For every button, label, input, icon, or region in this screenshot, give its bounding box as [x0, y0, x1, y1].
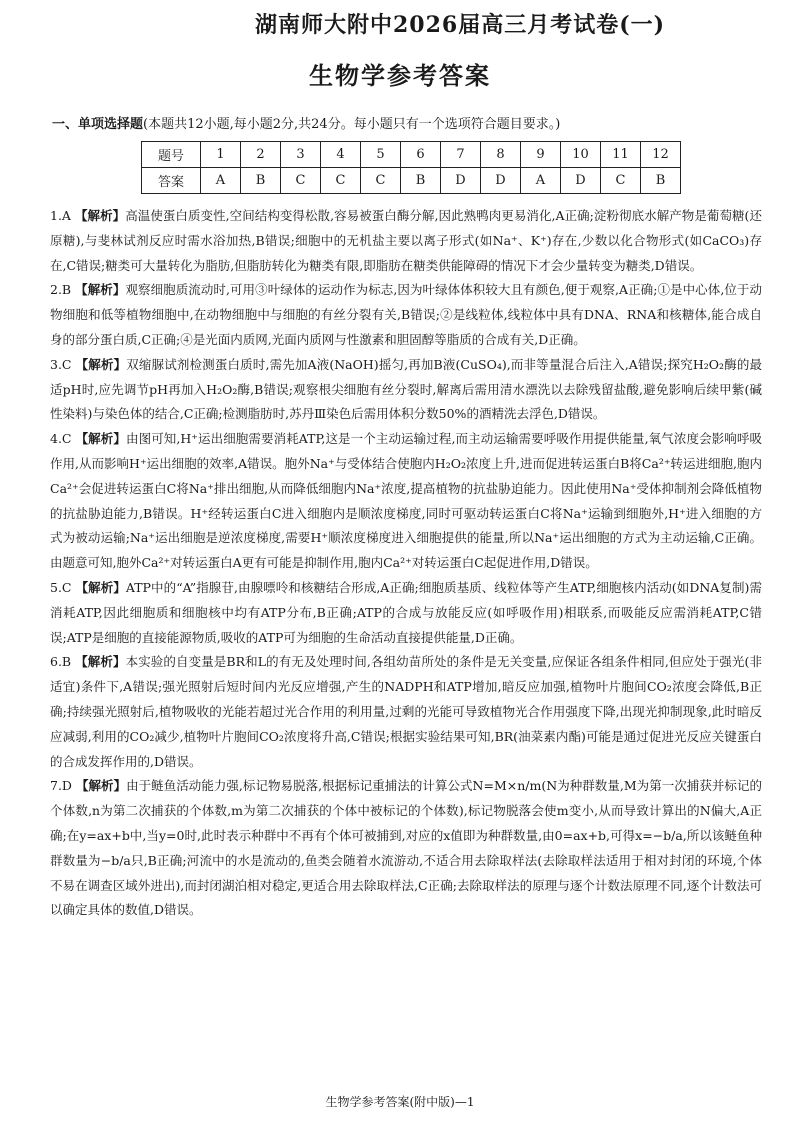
question-number-cell: 8 [481, 142, 521, 168]
analysis-tag: 【解析】 [75, 654, 126, 670]
analysis-tag: 【解析】 [75, 778, 127, 794]
item-number: 3.C [50, 356, 72, 372]
answer-table [141, 141, 681, 194]
item-number: 5.C [50, 579, 72, 595]
page-title: 湖南师大附中2026届高三月考试卷(一) [254, 12, 666, 38]
question-number-cell: 6 [401, 142, 441, 168]
page-subtitle: 生物学参考答案 [309, 61, 491, 90]
item-number: 4.C [50, 431, 72, 447]
question-number-cell: 12 [641, 142, 681, 168]
analysis-tag: 【解析】 [75, 208, 126, 223]
item-number: 7.D [50, 778, 72, 794]
answer-cell: A [201, 168, 241, 194]
section-desc: (本题共12小题,每小题2分,共24分。每小题只有一个选项符合题目要求。) [143, 117, 561, 132]
answer-cell: B [401, 168, 441, 194]
item-text: 观察细胞质流动时,可用③叶绿体的运动作为标志,因为叶绿体体积较大且有颜色,便于观察,A正确;①是中心体,位于动物细胞和低等植物细胞中,在动物细胞中与细胞的有丝分裂有关,B错误;②是线粒体,线粒体中具有DNA、RNA和核糖体,能合成自身的部分蛋白质,C正确;④是光面内质网,光面内质网与性激素和胆固醇等脂质的合成有关,D正确。 [50, 282, 762, 347]
answer-cell: B [641, 168, 681, 194]
answer-cell: C [281, 168, 321, 194]
item-number: 2.B [50, 282, 72, 298]
explanation-item [50, 427, 762, 576]
answer-table-number-row [142, 142, 681, 168]
answer-cell: D [441, 168, 481, 194]
section-label: 一、单项选择题 [52, 117, 144, 132]
question-number-cell: 7 [441, 142, 481, 168]
question-number-cell: 5 [361, 142, 401, 168]
answer-cell: D [561, 168, 601, 194]
question-number-cell: 1 [201, 142, 241, 168]
explanation-item [50, 650, 762, 774]
question-number-cell: 2 [241, 142, 281, 168]
question-number-cell: 10 [561, 142, 601, 168]
explanation-item [50, 278, 762, 352]
question-number-cell: 4 [321, 142, 361, 168]
question-number-cell: 11 [601, 142, 641, 168]
answer-cell: A [521, 168, 561, 194]
item-text: 高温使蛋白质变性,空间结构变得松散,容易被蛋白酶分解,因此熟鸭肉更易消化,A正确;淀粉彻底水解产物是葡萄糖(还原糖),与斐林试剂反应时需水浴加热,B错误;细胞中的无机盐主要以离子形式(如Na⁺、K⁺)存在,少数以化合物形式(如CaCO₃)存在,C错误;糖类可大量转化为脂肪,但脂肪转化为糖类有限,即脂肪在糖类供能障碍的情况下才会少量转变为糖类,D错误。 [50, 208, 762, 273]
explanation-item [50, 204, 762, 278]
explanation-item [50, 576, 762, 650]
question-number-cell: 9 [521, 142, 561, 168]
answer-cell: C [361, 168, 401, 194]
answer-cell: C [601, 168, 641, 194]
item-text: 双缩脲试剂检测蛋白质时,需先加A液(NaOH)摇匀,再加B液(CuSO₄),而非等量混合后注入,A错误;探究H₂O₂酶的最适pH时,应先调节pH再加入H₂O₂酶,B错误;观察根尖细胞有丝分裂时,解离后需用清水漂洗以去除残留盐酸,避免影响后续甲紫(碱性染料)与染色体的结合,C正确;检测脂肪时,苏丹Ⅲ染色后需用体积分数50%的酒精洗去浮色,D错误。 [50, 356, 762, 422]
explanation-list [50, 204, 762, 923]
row-label-number: 题号 [142, 142, 201, 168]
item-text: ATP中的“A”指腺苷,由腺嘌呤和核糖结合形成,A正确;细胞质基质、线粒体等产生ATP,细胞核内活动(如DNA复制)需消耗ATP,因此细胞质和细胞核中均有ATP分布,B正确;ATP的合成与放能反应(如呼吸作用)相联系,而吸能反应需消耗ATP,C错误;ATP是细胞的直接能源物质,吸收的ATP可为细胞的生命活动直接提供能量,D正确。 [50, 579, 762, 645]
section-heading [52, 113, 772, 132]
analysis-tag: 【解析】 [75, 579, 126, 595]
item-text: 本实验的自变量是BR和L的有无及处理时间,各组幼苗所处的条件是无关变量,应保证各组条件相同,但应处于强光(非适宜)条件下,A错误;强光照射后短时间内光反应增强,产生的NADPH和ATP增加,暗反应加强,植物叶片胞间CO₂浓度会降低,B正确;持续强光照射后,植物吸收的光能若超过光合作用的利用量,过剩的光能可导致植物光合作用强度下降,出现光抑制现象,此时暗反应减弱,利用的CO₂减少,植物叶片胞间CO₂浓度将升高,C错误;根据实验结果可知,BR(油菜素内酯)可能是通过促进光反应关键蛋白的合成发挥作用的,D错误。 [50, 654, 762, 769]
row-label-answer: 答案 [142, 168, 201, 194]
page-footer: 生物学参考答案(附中版)—1 [325, 1095, 475, 1109]
item-number: 6.B [50, 654, 72, 670]
analysis-tag: 【解析】 [75, 431, 126, 447]
explanation-item [50, 774, 762, 923]
answer-cell: C [321, 168, 361, 194]
analysis-tag: 【解析】 [75, 356, 127, 372]
item-text: 由于鲢鱼活动能力强,标记物易脱落,根据标记重捕法的计算公式N=M×n/m(N为种群数量,M为第一次捕获并标记的个体数,n为第二次捕获的个体数,m为第二次捕获的个体中被标记的个体数),标记物脱落会使m变小,从而导致计算出的N偏大,A正确;在y=ax+b中,当y=0时,此时表示种群中不再有个体可被捕到,对应的x值即为种群数量,由0=ax+b,可得x=−b/a,所以该鲢鱼种群数量为−b/a只,B正确;河流中的水是流动的,鱼类会随着水流游动,不适合用去除取样法(去除取样法适用于相对封闭的环境,个体不易在调查区域外进出),而封闭湖泊相对稳定,更适合用去除取样法,C正确;去除取样法的原理与逐个计数法原理不同,逐个计数法可以确定具体的数值,D错误。 [50, 778, 762, 918]
answer-table-answer-row [142, 168, 681, 194]
explanation-item [50, 353, 762, 427]
item-number: 1.A [50, 208, 71, 223]
answer-cell: D [481, 168, 521, 194]
analysis-tag: 【解析】 [75, 282, 126, 298]
item-text: 由图可知,H⁺运出细胞需要消耗ATP,这是一个主动运输过程,而主动运输需要呼吸作用提供能量,氧气浓度会影响呼吸作用,从而影响H⁺运出细胞的效率,A错误。胞外Na⁺与受体结合使胞内H₂O₂浓度上升,进而促进转运蛋白B将Ca²⁺转运进细胞,胞内Ca²⁺会促进转运蛋白C将Na⁺排出细胞,从而降低细胞内Na⁺浓度,提高植物的抗盐胁迫能力。因此使用Na⁺受体抑制剂会降低植物的抗盐胁迫能力,B错误。H⁺经转运蛋白C进入细胞内是顺浓度梯度,同时可驱动转运蛋白C将Na⁺运输到细胞外,H⁺进入细胞的方式为被动运输;Na⁺运出细胞是逆浓度梯度,需要H⁺顺浓度梯度进入细胞提供的能量,所以Na⁺运出细胞的方式为主动运输,C正确。由题意可知,胞外Ca²⁺对转运蛋白A更有可能是抑制作用,胞内Ca²⁺对转运蛋白C起促进作用,D错误。 [50, 431, 762, 571]
answer-cell: B [241, 168, 281, 194]
question-number-cell: 3 [281, 142, 321, 168]
